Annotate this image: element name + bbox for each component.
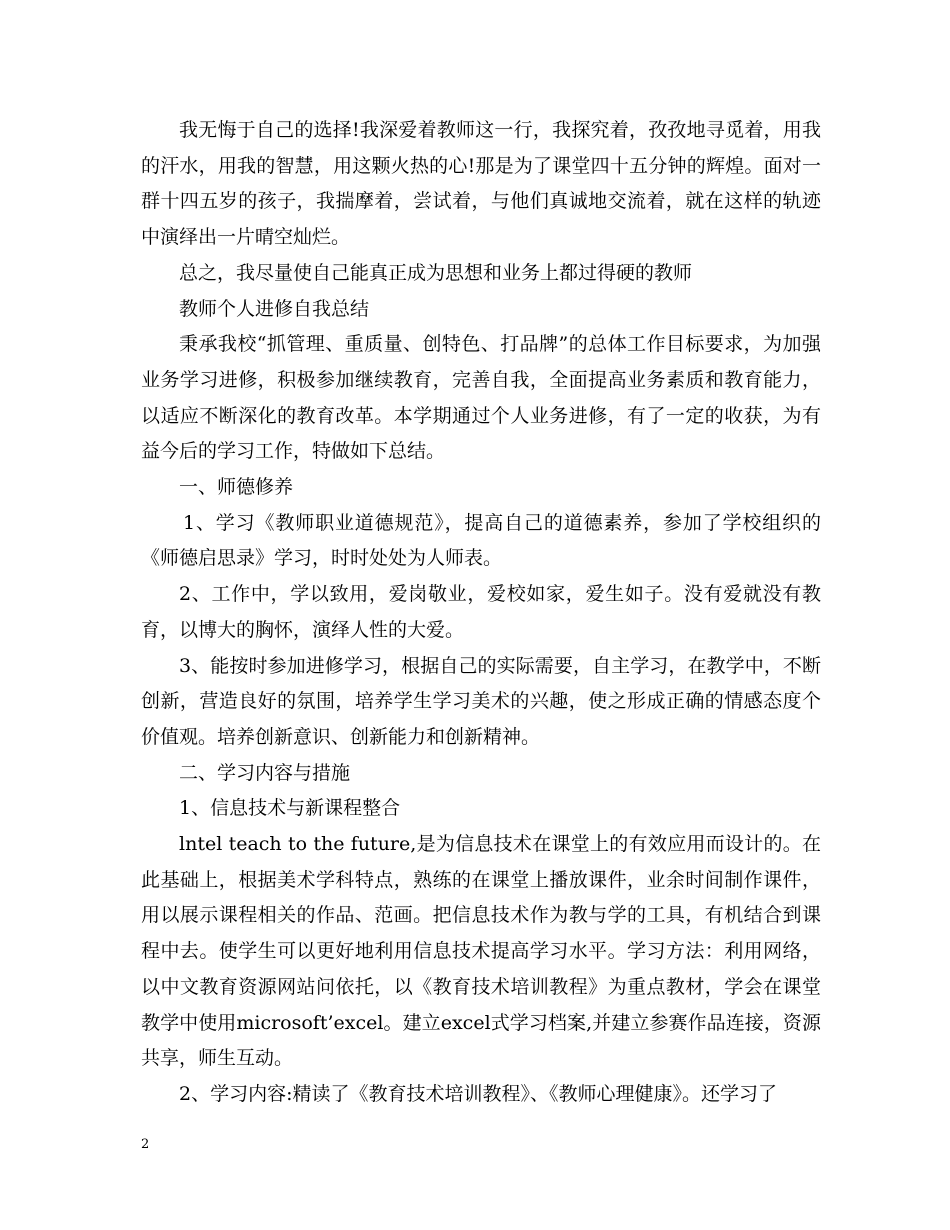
- subheading-it-integration: 1、信息技术与新课程整合: [179, 797, 401, 820]
- document-body: [141, 113, 821, 1113]
- paragraph-it-integration: lntel teach to the future,是为信息技术在课堂上的有效应用而设计的。在此基础上，根据美术学科特点，熟练的在课堂上播放课件，业余时间制作课件，用以展示课程相关的作品、范画。把信息技术作为教与学的工具，有机结合到课程中去。使学生可以更好地利用信息技术提高学习水平。学习方法：利用网络，以中文教育资源网站问依托，以《教育技术培训教程》为重点教材，学会在课堂教学中使用microsoft’excel。建立excel式学习档案,并建立参赛作品连接，资源共享，师生互动。: [141, 833, 821, 1070]
- section-title: 教师个人进修自我总结: [179, 297, 370, 320]
- paragraph-intro: 秉承我校“抓管理、重质量、创特色、打品牌”的总体工作目标要求，为加强业务学习进修，积极参加继续教育，完善自我，全面提高业务素质和教育能力，以适应不断深化的教育改革。本学期通过个人业务进修，有了一定的收获，为有益今后的学习工作，特做如下总结。: [141, 333, 821, 463]
- heading-ethics: 一、师德修养: [179, 476, 294, 499]
- list-item-ethics-1: 1、学习《教师职业道德规范》，提高自己的道德素养，参加了学校组织的《师德启思录》学习，时时处处为人师表。: [141, 511, 821, 570]
- list-item-ethics-3: 3、能按时参加进修学习，根据自己的实际需要，自主学习，在教学中，不断创新，营造良好的氛围，培养学生学习美术的兴趣，使之形成正确的情感态度个价值观。培养创新意识、创新能力和创新精神。: [141, 654, 821, 748]
- paragraph-reflection: 我无悔于自己的选择!我深爱着教师这一行，我探究着，孜孜地寻觅着，用我的汗水，用我的智慧，用这颗火热的心!那是为了课堂四十五分钟的辉煌。面对一群十四五岁的孩子，我揣摩着，尝试着，与他们真诚地交流着，就在这样的轨迹中演绎出一片晴空灿烂。: [141, 119, 821, 249]
- paragraph-learning-content: 2、学习内容:精读了《教育技术培训教程》、《教师心理健康》。还学习了: [179, 1082, 777, 1105]
- heading-learning: 二、学习内容与措施: [179, 761, 351, 784]
- list-item-ethics-2: 2、工作中，学以致用，爱岗敬业，爱校如家，爱生如子。没有爱就没有教育，以博大的胸怀，演绎人性的大爱。: [141, 583, 821, 641]
- paragraph-conclusion: 总之，我尽量使自己能真正成为思想和业务上都过得硬的教师: [179, 261, 693, 284]
- page-number: 2: [141, 1137, 150, 1152]
